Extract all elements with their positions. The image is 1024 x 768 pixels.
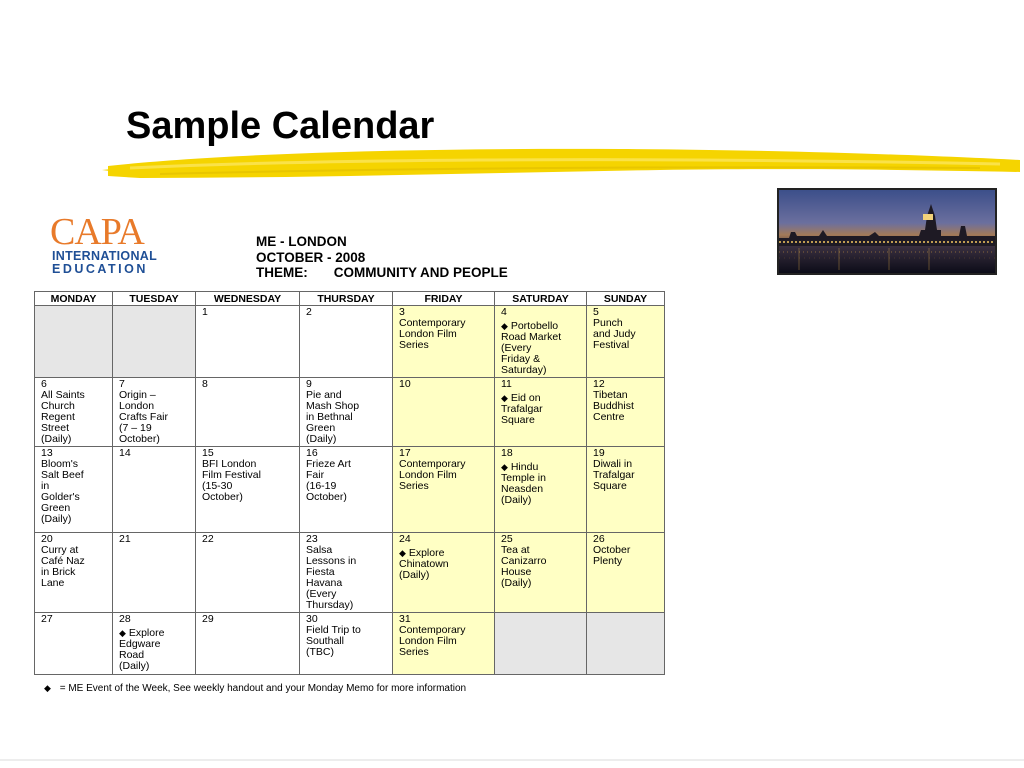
london-night-skyline-photo — [777, 188, 997, 275]
logo-capa-text: CAPA — [50, 211, 144, 253]
day-event — [399, 548, 488, 581]
calendar-day-cell — [495, 447, 587, 533]
header-sunday: SUNDAY — [587, 292, 665, 306]
day-number: 12 — [593, 378, 605, 390]
event-text: Explore Chinatown (Daily) — [399, 547, 449, 581]
calendar-week-row — [35, 378, 665, 447]
day-number: 1 — [202, 306, 208, 318]
calendar-day-cell — [196, 447, 300, 533]
event-text: Origin – London Crafts Fair (7 – 19 October) — [119, 389, 169, 445]
event-text: Explore Edgware Road (Daily) — [119, 627, 165, 672]
footer-divider — [0, 759, 1024, 761]
diamond-bullet-icon: ◆ — [44, 683, 51, 693]
event-text: Eid on Trafalgar Square — [501, 392, 543, 426]
event-text: Contemporary London Film Series — [399, 458, 466, 492]
calendar-day-cell — [35, 378, 113, 447]
capa-logo — [48, 212, 193, 278]
calendar-day-cell — [495, 533, 587, 613]
diamond-bullet-icon: ◆ — [399, 548, 406, 558]
theme-label: THEME: — [256, 265, 308, 280]
calendar-day-cell — [587, 378, 665, 447]
logo-education-text: EDUCATION — [52, 262, 148, 276]
day-event — [399, 625, 488, 658]
header-tuesday: TUESDAY — [113, 292, 196, 306]
day-number: 31 — [399, 613, 411, 625]
day-event — [41, 459, 106, 525]
calendar-day-cell — [393, 613, 495, 675]
calendar-day-cell — [113, 306, 196, 378]
day-event — [501, 321, 580, 376]
event-text: All Saints Church Regent Street (Daily) — [41, 389, 85, 445]
event-text: Frieze Art Fair (16-19 October) — [306, 458, 351, 503]
calendar-header-info — [256, 234, 508, 281]
calendar-day-cell — [196, 533, 300, 613]
day-number: 8 — [202, 378, 208, 390]
calendar-day-cell — [495, 378, 587, 447]
calendar-day-cell — [113, 447, 196, 533]
slide-title: Sample Calendar — [126, 105, 435, 147]
day-number: 7 — [119, 378, 125, 390]
theme-value: COMMUNITY AND PEOPLE — [333, 265, 508, 280]
calendar-day-cell — [393, 306, 495, 378]
calendar-day-cell — [393, 533, 495, 613]
day-number: 28 — [119, 613, 131, 625]
day-number: 19 — [593, 447, 605, 459]
diamond-bullet-icon: ◆ — [501, 462, 508, 472]
event-text: BFI London Film Festival (15-30 October) — [202, 458, 261, 503]
calendar-day-cell — [300, 613, 393, 675]
header-thursday: THURSDAY — [300, 292, 393, 306]
day-event — [119, 390, 189, 445]
calendar-day-cell — [495, 306, 587, 378]
day-event — [202, 459, 293, 503]
header-monday: MONDAY — [35, 292, 113, 306]
day-number: 10 — [399, 378, 411, 390]
calendar-day-cell — [35, 533, 113, 613]
day-event — [399, 459, 488, 492]
calendar-day-cell — [300, 447, 393, 533]
calendar-day-cell — [300, 306, 393, 378]
day-event — [501, 545, 580, 589]
calendar-day-cell — [113, 613, 196, 675]
day-event — [306, 390, 386, 445]
me-event-legend — [44, 683, 466, 694]
calendar-day-cell — [393, 378, 495, 447]
day-number: 22 — [202, 533, 214, 545]
event-text: Contemporary London Film Series — [399, 624, 466, 658]
event-text: Punch and Judy Festival — [593, 317, 636, 351]
calendar-week-row — [35, 533, 665, 613]
calendar-header-row — [35, 292, 665, 306]
day-event — [593, 318, 658, 351]
event-text: Bloom's Salt Beef in Golder's Green (Daily) — [41, 458, 84, 525]
yellow-brush-stroke — [100, 146, 1024, 186]
day-event — [306, 459, 386, 503]
october-calendar-table — [34, 291, 665, 675]
day-event — [399, 318, 488, 351]
calendar-day-cell — [113, 378, 196, 447]
day-number: 30 — [306, 613, 318, 625]
diamond-bullet-icon: ◆ — [501, 393, 508, 403]
calendar-week-row — [35, 613, 665, 675]
diamond-bullet-icon: ◆ — [501, 321, 508, 331]
day-number: 18 — [501, 447, 513, 459]
legend-text: = ME Event of the Week, See weekly handout and your Monday Memo for more information — [56, 683, 467, 694]
location-line: ME - LONDON — [256, 234, 347, 249]
diamond-bullet-icon: ◆ — [119, 628, 126, 638]
calendar-day-cell — [35, 447, 113, 533]
calendar-day-cell — [196, 613, 300, 675]
day-number: 11 — [501, 378, 512, 390]
month-line: OCTOBER - 2008 — [256, 249, 366, 265]
day-event — [501, 393, 580, 426]
day-number: 23 — [306, 533, 318, 545]
header-saturday: SATURDAY — [495, 292, 587, 306]
event-text: Pie and Mash Shop in Bethnal Green (Daily) — [306, 389, 360, 445]
event-text: Portobello Road Market (Every Friday & Saturday) — [501, 320, 562, 376]
event-text: Diwali in Trafalgar Square — [593, 458, 635, 492]
calendar-day-cell — [113, 533, 196, 613]
calendar-day-cell — [587, 306, 665, 378]
calendar-day-cell — [587, 533, 665, 613]
day-event — [593, 545, 658, 567]
calendar-day-cell — [300, 378, 393, 447]
day-number: 29 — [202, 613, 214, 625]
calendar-week-row — [35, 447, 665, 533]
day-number: 16 — [306, 447, 318, 459]
day-number: 25 — [501, 533, 513, 545]
day-number: 13 — [41, 447, 53, 459]
day-number: 17 — [399, 447, 411, 459]
calendar-day-cell — [300, 533, 393, 613]
day-number: 24 — [399, 533, 411, 545]
header-wednesday: WEDNESDAY — [196, 292, 300, 306]
calendar-day-cell — [393, 447, 495, 533]
event-text: Hindu Temple in Neasden (Daily) — [501, 461, 546, 506]
day-event — [306, 545, 386, 611]
day-event — [41, 390, 106, 445]
logo-international-text: INTERNATIONAL — [52, 249, 158, 263]
calendar-day-cell — [587, 613, 665, 675]
day-number: 26 — [593, 533, 605, 545]
event-text: Tibetan Buddhist Centre — [593, 389, 634, 423]
day-event — [593, 390, 658, 423]
day-number: 20 — [41, 533, 53, 545]
event-text: Salsa Lessons in Fiesta Havana (Every Thursday) — [306, 544, 357, 611]
day-number: 3 — [399, 306, 405, 318]
calendar-day-cell — [196, 378, 300, 447]
day-number: 14 — [119, 447, 131, 459]
day-number: 4 — [501, 306, 507, 318]
calendar-day-cell — [35, 613, 113, 675]
day-event — [119, 628, 189, 672]
event-text: October Plenty — [593, 544, 631, 567]
day-number: 2 — [306, 306, 312, 318]
day-number: 5 — [593, 306, 599, 318]
day-number: 21 — [119, 533, 131, 545]
event-text: Tea at Canizarro House (Daily) — [501, 544, 547, 589]
calendar-day-cell — [35, 306, 113, 378]
day-number: 9 — [306, 378, 312, 390]
day-number: 15 — [202, 447, 214, 459]
day-event — [501, 462, 580, 506]
calendar-week-row — [35, 306, 665, 378]
header-friday: FRIDAY — [393, 292, 495, 306]
day-number: 6 — [41, 378, 47, 390]
calendar-day-cell — [587, 447, 665, 533]
day-event — [41, 545, 106, 589]
event-text: Curry at Café Naz in Brick Lane — [41, 544, 85, 589]
day-number: 27 — [41, 613, 53, 625]
theme-line — [256, 265, 508, 281]
day-event — [306, 625, 386, 658]
calendar-day-cell — [495, 613, 587, 675]
event-text: Contemporary London Film Series — [399, 317, 466, 351]
day-event — [593, 459, 658, 492]
event-text: Field Trip to Southall (TBC) — [306, 624, 361, 658]
calendar-day-cell — [196, 306, 300, 378]
